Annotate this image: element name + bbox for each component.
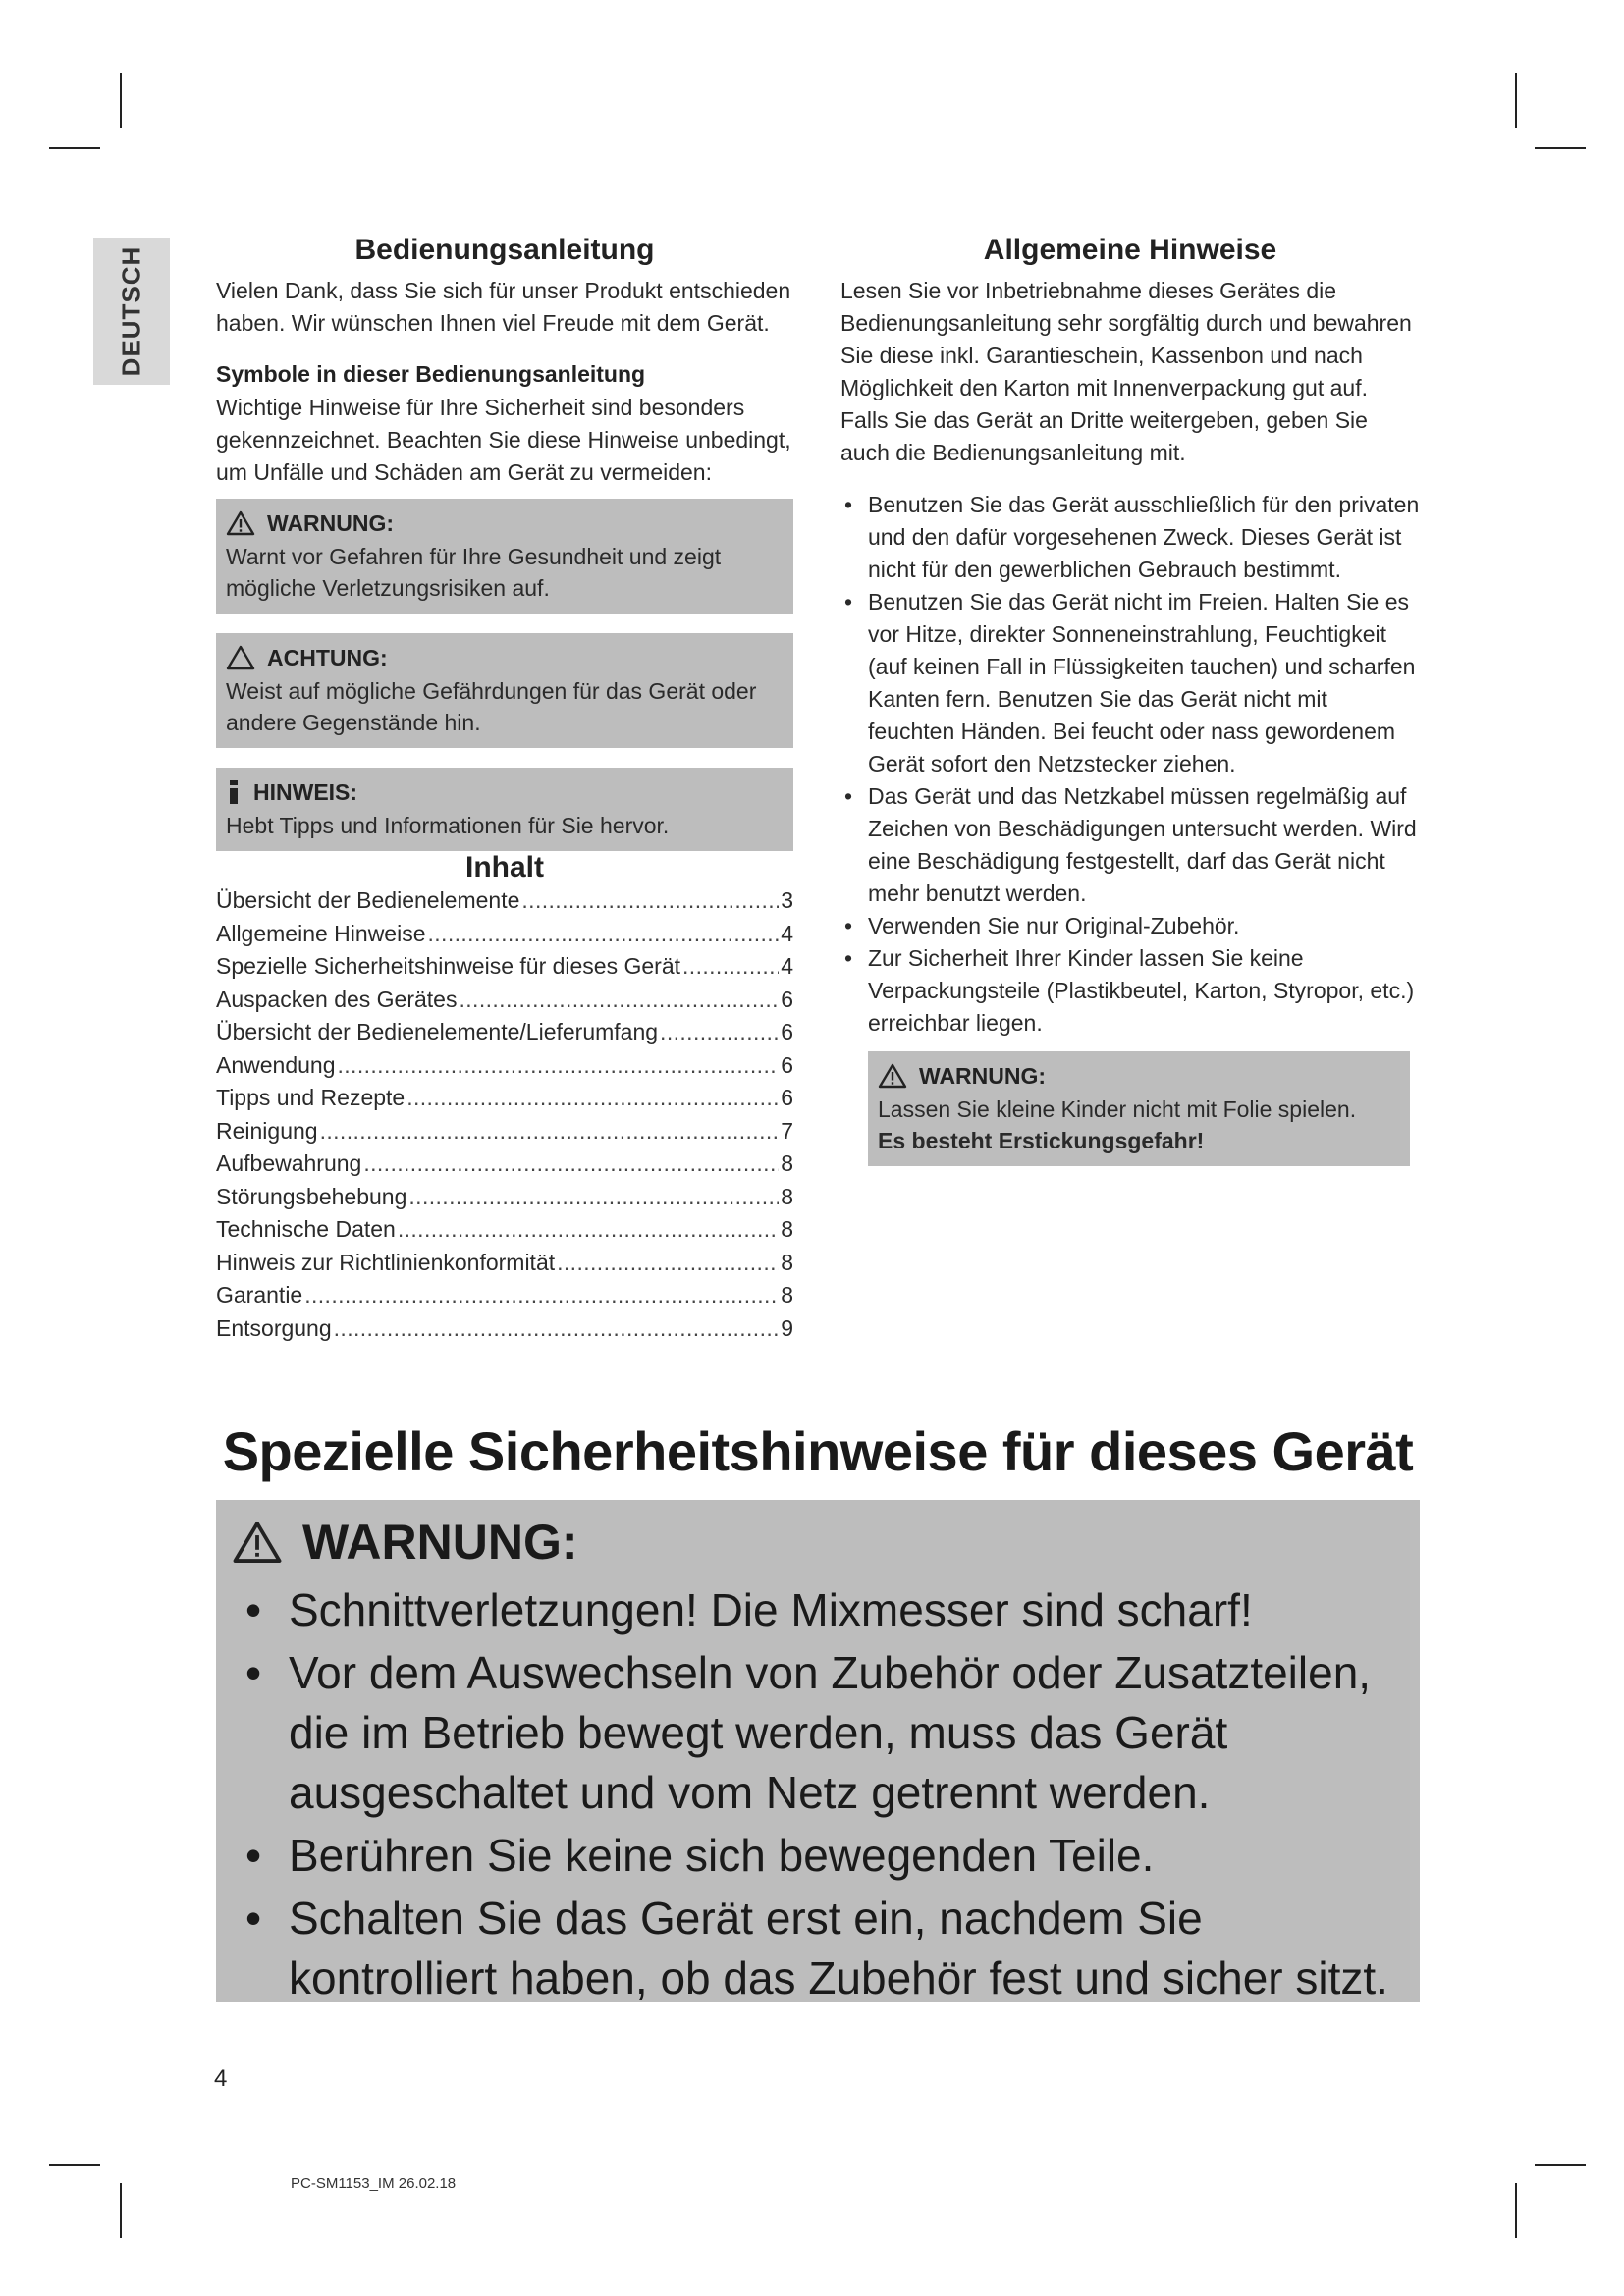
warning-triangle-icon (232, 1520, 283, 1565)
list-item: • Verwenden Sie nur Original-Zubehör. (840, 910, 1420, 942)
footer-code: PC-SM1153_IM 26.02.18 (291, 2175, 457, 2192)
toc-label: Entsorgung (216, 1314, 332, 1341)
toc-leader (408, 1181, 779, 1214)
list-item: • Benutzen Sie das Gerät nicht im Freien. Halten Sie es vor Hitze, direkter Sonneneinstrahlung, Feuchtigkeit (auf keinen Fall in Flüssigkeiten tauchen) und scharfen Kanten fern. Benutzen Sie das Gerät nicht mit feuchten Händen. Bei feucht oder nass gewordenem Gerät sofort den Netzstecker ziehen. (840, 586, 1420, 780)
toc-label: Tipps und Rezepte (216, 1085, 406, 1110)
toc-page: 4 (781, 920, 793, 946)
crop-mark (1535, 147, 1586, 149)
warning-box (216, 499, 793, 614)
general-notes-list (840, 489, 1420, 1040)
toc-leader (398, 1213, 779, 1247)
toc-leader (406, 1082, 779, 1115)
crop-mark (1515, 73, 1517, 128)
language-tab (93, 238, 170, 385)
toc-leader (682, 950, 779, 984)
info-title-row (226, 776, 784, 808)
toc-label: Übersicht der Bedienelemente/Lieferumfang (216, 1019, 659, 1044)
toc-title: Inhalt (465, 851, 544, 883)
right-column (840, 234, 1420, 1166)
left-column (216, 234, 793, 1345)
caution-text: Weist auf mögliche Gefährdungen für das Gerät oder andere Gegenstände hin. (226, 678, 757, 735)
general-intro-text: Lesen Sie vor Inbetriebnahme dieses Gerätes die Bedienungsanleitung sehr sorgfältig durch und bewahren Sie diese inkl. Garantieschein, Kassenbon und nach Möglichkeit den Karton mit Innenverpackung gut auf. Falls Sie das Gerät an Dritte weitergeben, geben Sie auch die Bedienungsanleitung mit. (840, 278, 1412, 465)
toc-label: Hinweis zur Richtlinienkonformität (216, 1249, 556, 1275)
symbols-text: Wichtige Hinweise für Ihre Sicherheit sind besonders gekennzeichnet. Beachten Sie diese Hinweise unbedingt, um Unfälle und Schäden am Gerät zu vermeiden: (216, 395, 791, 485)
toc-label: Spezielle Sicherheitshinweise für dieses Gerät (216, 953, 681, 979)
toc-row[interactable] (216, 1049, 793, 1083)
table-of-contents (216, 884, 793, 1345)
warning-title-row (226, 507, 784, 539)
crop-mark (49, 2164, 100, 2166)
section-title-allgemeine-hinweise: Allgemeine Hinweise (983, 234, 1277, 266)
toc-label: Anwendung (216, 1051, 336, 1078)
toc-leader (557, 1247, 779, 1280)
toc-label: Garantie (216, 1282, 303, 1308)
toc-row[interactable] (216, 950, 793, 984)
language-label: DEUTSCH (116, 245, 146, 377)
list-item: • Schalten Sie das Gerät erst ein, nachdem Sie kontrolliert haben, ob das Zubehör fest und sicher sitzt. (232, 1889, 1410, 2008)
list-item: • Zur Sicherheit Ihrer Kinder lassen Sie keine Verpackungsteile (Plastikbeutel, Karton, Styropor, etc.) erreichbar liegen. (840, 942, 1420, 1040)
toc-page: 6 (781, 1085, 793, 1110)
symbols-heading: Symbole in dieser Bedienungsanleitung (216, 361, 646, 387)
list-item: • Benutzen Sie das Gerät ausschließlich für den privaten und den dafür vorgesehenen Zweck. Dieses Gerät ist nicht für den gewerblichen Gebrauch bestimmt. (840, 489, 1420, 586)
toc-row[interactable] (216, 1312, 793, 1346)
toc-leader (304, 1279, 779, 1312)
toc-row[interactable] (216, 1213, 793, 1247)
toc-page: 6 (781, 1019, 793, 1044)
toc-label: Allgemeine Hinweise (216, 920, 426, 946)
toc-row[interactable] (216, 1181, 793, 1214)
list-item: • Schnittverletzungen! Die Mixmesser sind scharf! (232, 1580, 1410, 1640)
toc-label: Reinigung (216, 1117, 318, 1144)
child-warning-title-row (878, 1060, 1400, 1092)
child-warning-text: Lassen Sie kleine Kinder nicht mit Folie spielen. (878, 1096, 1357, 1122)
toc-row[interactable] (216, 1016, 793, 1049)
section-title-bedienungsanleitung: Bedienungsanleitung (354, 234, 655, 266)
toc-label: Technische Daten (216, 1216, 396, 1242)
warning-triangle-icon (878, 1063, 907, 1089)
warning-triangle-icon (226, 510, 255, 536)
page-number: 4 (214, 2065, 228, 2092)
caution-box (216, 633, 793, 748)
toc-leader (459, 984, 779, 1017)
toc-page: 6 (781, 1051, 793, 1078)
toc-page: 8 (781, 1183, 793, 1209)
warning-text: Warnt vor Gefahren für Ihre Gesundheit und zeigt mögliche Verletzungsrisiken auf. (226, 544, 722, 601)
toc-label: Aufbewahrung (216, 1150, 362, 1176)
special-warning-list (232, 1580, 1410, 2011)
crop-mark (120, 73, 122, 128)
toc-page: 7 (781, 1117, 793, 1144)
toc-row[interactable] (216, 1247, 793, 1280)
warning-title: WARNUNG: (267, 510, 395, 536)
toc-page: 9 (781, 1314, 793, 1341)
caution-title-row (226, 642, 784, 673)
special-safety-title: Spezielle Sicherheitshinweise für dieses Gerät (222, 1420, 1414, 1482)
info-text: Hebt Tipps und Informationen für Sie hervor. (226, 813, 670, 838)
crop-mark (120, 2183, 122, 2238)
toc-row[interactable] (216, 984, 793, 1017)
crop-mark (1535, 2164, 1586, 2166)
toc-leader (521, 884, 779, 918)
toc-label: Übersicht der Bedienelemente (216, 887, 520, 913)
info-title: HINWEIS: (253, 779, 358, 805)
toc-page: 4 (781, 953, 793, 979)
toc-row[interactable] (216, 1279, 793, 1312)
toc-row[interactable] (216, 1148, 793, 1181)
info-box (216, 768, 793, 851)
child-warning-bold-text: Es besteht Erstickungsgefahr! (878, 1128, 1205, 1153)
child-warning-box (868, 1051, 1410, 1166)
toc-page: 8 (781, 1249, 793, 1275)
toc-leader (428, 918, 780, 951)
intro-text: Vielen Dank, dass Sie sich für unser Produkt entschieden haben. Wir wünschen Ihnen viel Freude mit dem Gerät. (216, 278, 791, 336)
crop-mark (49, 147, 100, 149)
toc-leader (338, 1049, 780, 1083)
toc-row[interactable] (216, 1115, 793, 1148)
crop-mark (1515, 2183, 1517, 2238)
list-item: • Berühren Sie keine sich bewegenden Teile. (232, 1826, 1410, 1886)
list-item: • Vor dem Auswechseln von Zubehör oder Zusatzteilen, die im Betrieb bewegt werden, muss das Gerät ausgeschaltet und vom Netz getrennt werden. (232, 1643, 1410, 1823)
toc-leader (334, 1312, 780, 1346)
toc-row[interactable] (216, 1082, 793, 1115)
toc-label: Störungsbehebung (216, 1183, 407, 1209)
toc-label: Auspacken des Gerätes (216, 986, 458, 1012)
toc-page: 8 (781, 1216, 793, 1242)
special-warning-title-row (232, 1514, 578, 1571)
special-warning-title: WARNUNG: (302, 1515, 578, 1570)
toc-page: 8 (781, 1282, 793, 1308)
toc-row[interactable] (216, 918, 793, 951)
toc-leader (660, 1016, 779, 1049)
toc-page: 6 (781, 986, 793, 1012)
child-warning-title: WARNUNG: (919, 1063, 1047, 1089)
info-icon (226, 779, 242, 805)
toc-leader (363, 1148, 779, 1181)
toc-page: 3 (781, 887, 793, 913)
special-warning-box (216, 1500, 1420, 2002)
toc-page: 8 (781, 1150, 793, 1176)
caution-triangle-icon (226, 645, 255, 670)
caution-title: ACHTUNG: (267, 645, 388, 670)
toc-leader (320, 1115, 780, 1148)
list-item: • Das Gerät und das Netzkabel müssen regelmäßig auf Zeichen von Beschädigungen untersucht werden. Wird eine Beschädigung festgestellt, darf das Gerät nicht mehr benutzt werden. (840, 780, 1420, 910)
toc-row[interactable] (216, 884, 793, 918)
